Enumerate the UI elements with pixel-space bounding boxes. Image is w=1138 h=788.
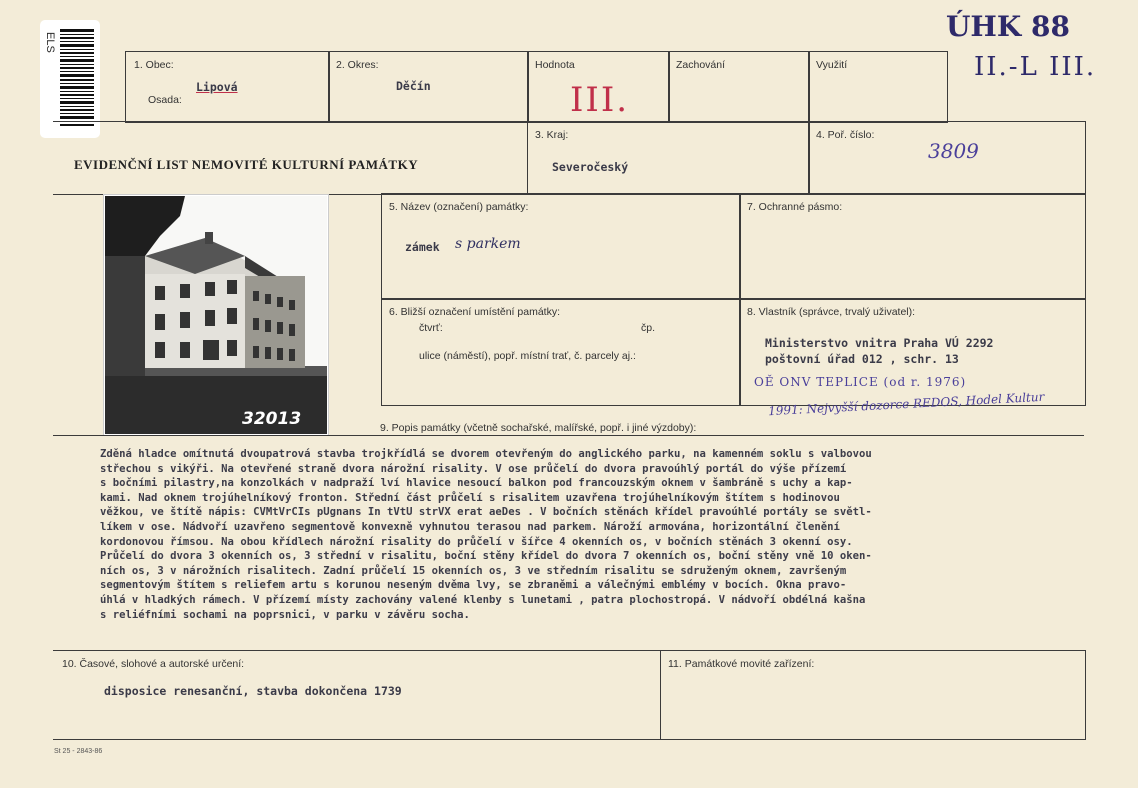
description-line: Průčelí do dvora 3 okenních os, 3 střední v risalitu, boční stěny křídel do dvora 7 okenních os, boční stěny vně 10 oken- (100, 550, 872, 563)
cp-label: čp. (641, 322, 656, 334)
castle-photo-image (105, 196, 327, 434)
description-line: Zděná hladce omítnutá dvoupatrová stavba trojkřídlá se dvorem otevřeným do anglického parku, na kamenném soklu s valbovou (100, 448, 872, 460)
vlastnik-line2: poštovní úřad 012 , schr. 13 (765, 352, 959, 366)
description-line: líkem v ose. Nádvoří uzavřeno segmentově konvexně vyhnutou terasou nad parkem. Nároží armována, horizontální členění (100, 520, 840, 533)
por-cislo-label: 4. Poř. číslo: (816, 129, 875, 141)
kraj-box (527, 121, 810, 195)
barcode-text: ELS (44, 32, 56, 53)
osada-label: Osada: (148, 94, 182, 106)
description-line: kami. Nad oknem trojúhelníkový fronton. Střední část průčelí s risalitem uzavřena trojúhelníkovým štítem s hodinovou (100, 491, 840, 504)
ochranne-label: 7. Ochranné pásmo: (747, 201, 843, 213)
description-line: ních os, 3 v nárožních risalitech. Zadní průčelí 15 okenních os, 3 ve středním risalitu se sdruženým oknem, završeným (100, 564, 847, 577)
description-line: segmentovým štítem s reliefem artu s korunou neseným dvěma lvy, se zbraněmi a válečnými emblémy v bocích. Okna pravo- (100, 579, 847, 592)
vlastnik-line1: Ministerstvo vnitra Praha VÚ 2292 (765, 336, 994, 350)
okres-label: 2. Okres: (336, 59, 379, 71)
vlastnik-label: 8. Vlastník (správce, trvalý uživatel): (747, 306, 916, 318)
vlastnik-hand1: OĚ ONV TEPLICE (od r. 1976) (754, 375, 967, 389)
photo-frame (103, 194, 329, 436)
description-line: kordonovou římsou. Na obou křídlech nárožní risality do průčelí v šířce 4 okenních os, v bočních stěnách 3 okenní osy. (100, 535, 853, 548)
okres-value: Děčín (396, 79, 431, 93)
footer-code: St 25 - 2843-86 (54, 748, 103, 755)
obec-value: Lipová (196, 80, 238, 94)
casove-label: 10. Časové, slohové a autorské určení: (62, 658, 245, 670)
kraj-label: 3. Kraj: (535, 129, 569, 141)
marks-handwritten: II.-L III. (974, 52, 1097, 82)
zachovani-label: Zachování (676, 59, 726, 71)
obec-label: 1. Obec: (134, 59, 174, 71)
description-text (100, 447, 1065, 622)
barcode-icon (60, 29, 94, 129)
vlastnik-hand2: 1991: Nejvyšší dozorce REDOS, Hodel Kultur (767, 389, 1045, 419)
description-line: s bočními pilastry,na konzolkách v nadpraží lví hlavice nesoucí balkon pod francouzským oknem v šambráně s uchy a kap- (100, 477, 853, 490)
hodnota-label: Hodnota (535, 59, 575, 71)
vyuziti-label: Využití (816, 59, 848, 71)
popis-label: 9. Popis památky (včetně sochařské, malířské, popř. i jiné výzdoby): (380, 422, 697, 434)
ulice-label: ulice (náměstí), popř. místní trať, č. parcely aj.: (419, 350, 636, 362)
description-line: s reliéfními sochami na poprsnici, v parku v závěru socha. (100, 608, 470, 621)
kraj-value: Severočeský (552, 160, 629, 174)
por-cislo-value: 3809 (928, 139, 979, 163)
card-title: EVIDENČNÍ LIST NEMOVITÉ KULTURNÍ PAMÁTKY (74, 157, 419, 172)
description-line: střechou s vikýři. Na otevřené straně dvora nárožní risality. V ose průčelí do dvora pravoúhlý portál do výše přízemí (100, 462, 847, 475)
nazev-value-hand: s parkem (455, 236, 521, 252)
hodnota-value: III. (570, 80, 630, 120)
nazev-value-typed: zámek (405, 240, 440, 254)
nazev-label: 5. Název (označení) památky: (389, 201, 529, 213)
movite-label: 11. Památkové movité zařízení: (668, 658, 815, 670)
description-line: věžkou, ve štítě nápis: CVMtVrCIs pUgnans In tVtU strVX erat aeDes . V bočních stěnách křídel pravoúhlé portály se světl- (100, 506, 872, 519)
description-line: úhlá v hladkých rámech. V přízemí místy zachovány valené klenby s lunetami , patra plochostropá. V nádvoří obdélná kašna (100, 593, 866, 606)
umisteni-label: 6. Bližší označení umístění památky: (389, 306, 560, 318)
code-handwritten: ÚHK 88 (946, 10, 1070, 43)
photo-number: 32013 (242, 409, 302, 429)
casove-value: disposice renesanční, stavba dokončena 1739 (104, 684, 402, 698)
ctvrt-label: čtvrť: (419, 322, 443, 334)
